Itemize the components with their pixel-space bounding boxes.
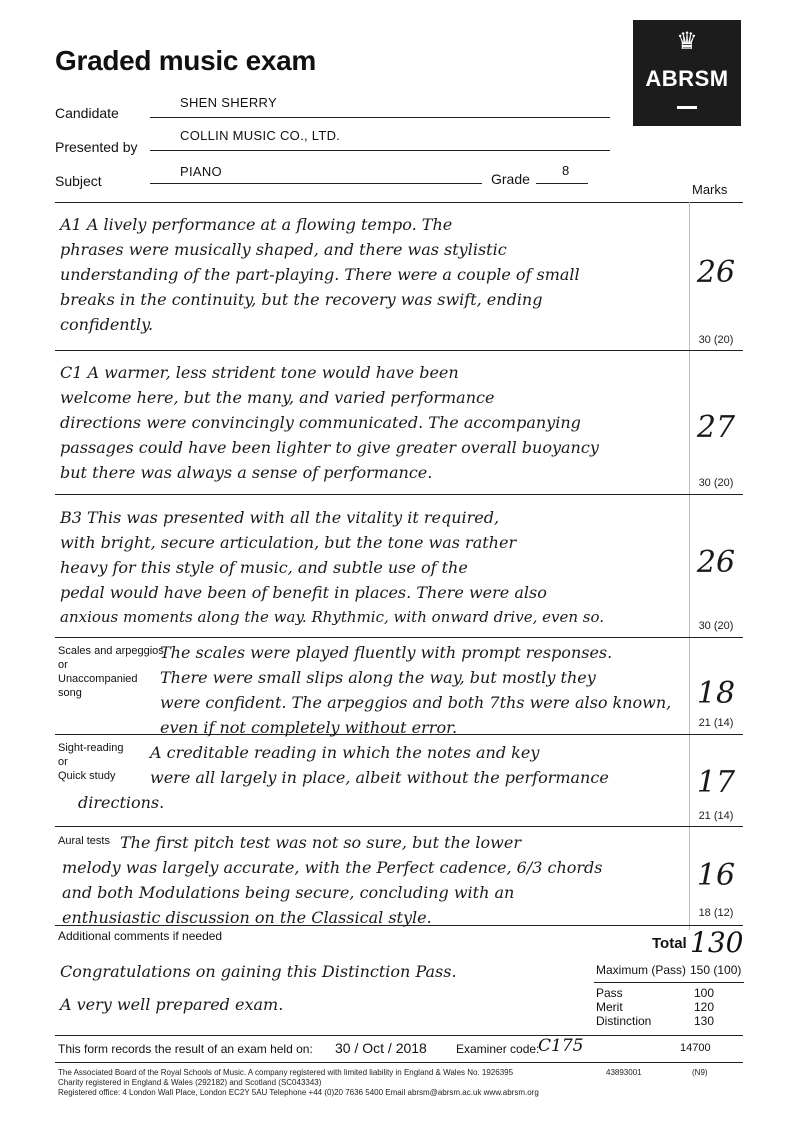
mark-aural: 16 [696,858,736,893]
comment-line: were all largely in place, albeit without the performance [150,768,609,787]
grade-label: Grade [491,171,530,187]
examiner-label: Examiner code: [456,1042,540,1056]
sight-reading-label: Sight-reading or Quick study [58,742,124,782]
max-b3: 30 (20) [698,620,734,632]
max-aural: 18 (12) [698,907,734,919]
section-divider [55,826,743,827]
additional-comments [60,955,580,1021]
footer-divider [55,1062,743,1063]
aural-label: Aural tests [58,835,110,847]
comment-line: were confident. The arpeggios and both 7ths were also known, [160,693,672,712]
merit-value: 120 [694,1000,715,1014]
additional-label: Additional comments if needed [58,929,223,943]
marks-header: Marks [692,182,728,197]
comment-line: phrases were musically shaped, and there was stylistic [60,240,507,259]
comment-line: There were small slips along the way, but mostly they [160,668,596,687]
presented-underline [150,150,610,151]
pass-label: Pass [596,986,623,1000]
max-pass-value: 150 (100) [690,963,742,977]
comment-line: Congratulations on gaining this Distinction Pass. [60,962,457,981]
comment-line: even if not completely without error. [160,718,458,737]
comment-line: A very well prepared exam. [60,995,284,1014]
distinction-label: Distinction [596,1014,652,1028]
comment-line: A1 A lively performance at a flowing tempo. The [60,215,453,234]
comment-line: breaks in the continuity, but the recovery was swift, ending [60,290,543,309]
section-c1 [60,360,685,485]
comment-line: enthusiastic discussion on the Classical style. [62,908,432,927]
crown-icon: ♛ [676,28,698,55]
totals-divider [594,982,744,983]
comment-line: melody was largely accurate, with the Perfect cadence, 6/3 chords [62,858,603,877]
comment-line: confidently. [60,315,154,334]
distinction-value: 130 [694,1014,715,1028]
comment-line: The first pitch test was not so sure, but the lower [120,833,521,852]
comment-line: understanding of the part-playing. There were a couple of small [60,265,580,284]
header-divider [55,202,743,203]
comment-line: pedal would have been of benefit in places. There were also [60,583,547,602]
comment-line: A creditable reading in which the notes and key [150,743,540,762]
section-divider [55,494,743,495]
total-label: Total [652,935,687,952]
section-divider [55,925,743,926]
section-divider [55,637,743,638]
mark-sight-reading: 17 [696,765,736,800]
total-value: 130 [690,926,744,959]
logo-text: ABRSM [645,66,729,91]
candidate-underline [150,117,610,118]
examiner-code: C175 [538,1036,584,1056]
candidate-label: Candidate [55,105,119,121]
abrsm-logo [633,20,741,126]
grade-value: 8 [562,163,570,178]
max-c1: 30 (20) [698,477,734,489]
candidate-value: SHEN SHERRY [180,95,277,110]
comment-line: anxious moments along the way. Rhythmic, with onward drive, even so. [60,608,604,626]
presented-label: Presented by [55,139,138,155]
section-divider [55,734,743,735]
mark-b3: 26 [696,545,736,580]
comment-line: B3 This was presented with all the vitality it required, [60,508,500,527]
code-right: 14700 [680,1042,711,1054]
subject-label: Subject [55,173,102,189]
exam-date: 30 / Oct / 2018 [335,1040,427,1056]
max-pass-label: Maximum (Pass) [596,963,687,977]
presented-value: COLLIN MUSIC CO., LTD. [180,128,341,143]
comment-line: with bright, secure articulation, but the tone was rather [60,533,517,552]
comment-line: directions. [78,793,165,812]
logo-bar [677,106,697,109]
max-scales: 21 (14) [698,717,734,729]
scales-label: Scales and arpeggios or Unaccompanied song [58,645,164,699]
section-a1 [60,212,685,337]
comment-line: The scales were played fluently with prompt responses. [160,643,613,662]
mark-a1: 26 [696,255,736,290]
comment-line: directions were convincingly communicated. The accompanying [60,413,581,432]
comment-line: heavy for this style of music, and subtle use of the [60,558,468,577]
subject-underline [150,183,482,184]
comment-line: but there was always a sense of performance. [60,463,433,482]
merit-label: Merit [596,1000,623,1014]
comment-line: and both Modulations being secure, concluding with an [62,883,515,902]
comment-line: passages could have been lighter to give greater overall buoyancy [60,438,599,457]
grade-underline [536,183,588,184]
footer-divider [55,1035,743,1036]
mark-scales: 18 [696,676,736,711]
mark-c1: 27 [696,410,736,445]
reference-code: (N9) [692,1068,708,1077]
company-info: The Associated Board of the Royal Schools of Music. A company registered with limited liability in England & Wales No. 1926395 Charity registered in England & Wales (292182) and Scotland (SC043343) Registered office: 4 London Wall Place, London EC2Y 5AU Telephone +44 (0)20 7636 5400 Email abrsm@abrsm.ac.uk www.abrsm.org [58,1068,539,1097]
max-a1: 30 (20) [698,334,734,346]
section-divider [55,350,743,351]
comment-line: C1 A warmer, less strident tone would have been [60,363,459,382]
reference-number: 43893001 [606,1068,642,1077]
section-scales [160,640,685,740]
pass-value: 100 [694,986,715,1000]
subject-value: PIANO [180,164,222,179]
comment-line: welcome here, but the many, and varied performance [60,388,495,407]
form-title: Graded music exam [55,45,317,76]
record-text: This form records the result of an exam held on: [58,1042,313,1056]
max-sight-reading: 21 (14) [698,810,734,822]
section-b3 [60,505,685,630]
